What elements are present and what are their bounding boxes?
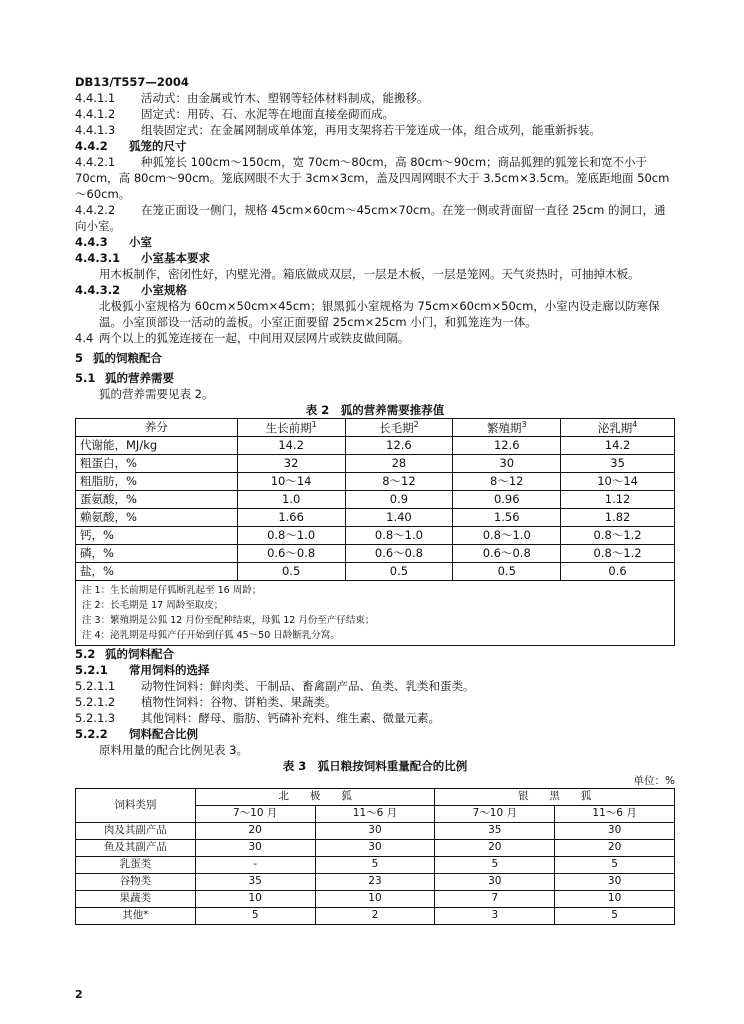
- clause-number: 5.2.1.3: [75, 711, 116, 725]
- table-2-header-cell: [453, 419, 561, 437]
- doc-code: DB13/T557—2004: [75, 75, 189, 89]
- page-number: 2: [75, 988, 83, 1001]
- clause-text: 动物性饲料：鲜肉类、干制品、畜禽副产品、鱼类、乳类和蛋类。: [141, 679, 475, 693]
- table-3-group-header: 北 极 狐: [195, 789, 435, 806]
- section-title: 狐的营养需要: [105, 371, 174, 385]
- table-row: [76, 823, 675, 840]
- section-title: 狐笼的尺寸: [129, 139, 187, 153]
- row-label: 蛋氨酸，%: [76, 491, 238, 509]
- table-cell: 14.2: [561, 437, 675, 455]
- table-row: [76, 509, 675, 527]
- section-title: 小室规格: [141, 283, 187, 297]
- para-4-4-2-2: [75, 202, 675, 234]
- row-label: 其他*: [76, 908, 196, 925]
- table-cell: 14.2: [237, 437, 345, 455]
- table-cell: 0.8～1.0: [453, 527, 561, 545]
- table-3-period-header: 11～6 月: [555, 806, 675, 823]
- header-label: 泌乳期: [597, 420, 633, 435]
- numbered-clause: [75, 122, 675, 138]
- para-4-4: [75, 330, 675, 346]
- table-row: [76, 891, 675, 908]
- clause-number: 5.2.1.2: [75, 695, 116, 709]
- section-title: 狐的饲粮配合: [93, 351, 162, 365]
- section-4-4-3: [75, 234, 675, 250]
- section-number: 5.2.1: [75, 663, 108, 677]
- para-4-4-3-1: 用木板制作，密闭性好，内壁光滑。箱底做成双层，一层是木板，一层是笼网。天气炎热时，可抽掉木板。: [99, 267, 640, 281]
- table-cell: 28: [345, 455, 453, 473]
- table-2-caption: 表 2 狐的营养需要推荐值: [305, 403, 445, 417]
- table-3-period-header: 7～10 月: [435, 806, 555, 823]
- table-3-period-header: 11～6 月: [315, 806, 435, 823]
- clause-text: 活动式：由金属或竹木、塑钢等轻体材料制成，能搬移。: [141, 91, 429, 105]
- row-label: 果蔬类: [76, 891, 196, 908]
- table-2-header-cell: [345, 419, 453, 437]
- table-cell: 35: [195, 874, 315, 891]
- clause-number: 4.4.1.1: [75, 91, 116, 105]
- section-title: 狐的饲料配合: [105, 647, 174, 661]
- row-label: 乳蛋类: [76, 857, 196, 874]
- para-4-4-3-2: 北极狐小室规格为 60cm×50cm×45cm；银黑狐小室规格为 75cm×60cm×50cm，小室内设走廊以防寒保温。小室顶部设一活动的盖板。小室正面要留 25cm×25cm 小门，和狐笼连为一体。: [99, 299, 660, 329]
- section-title: 小室: [129, 235, 152, 249]
- table-3: [75, 788, 675, 925]
- header-label: 生长前期: [265, 420, 312, 435]
- table-cell: 0.6～0.8: [345, 545, 453, 563]
- table-cell: 0.8～1.0: [345, 527, 453, 545]
- clause-text: 组装固定式：在金属网制成单体笼，再用支架将若干笼连成一体，组合成列，能重新拆装。: [141, 123, 601, 137]
- table-row: [76, 874, 675, 891]
- table-cell: 0.9: [345, 491, 453, 509]
- table-cell: 5: [435, 857, 555, 874]
- para-4-4-2-1: [75, 154, 675, 202]
- section-number: 5.1: [75, 371, 96, 385]
- section-5-1: [75, 370, 675, 386]
- table-row: [76, 840, 675, 857]
- clause-number: 4.4.1.3: [75, 123, 116, 137]
- table-cell: 20: [555, 840, 675, 857]
- row-label: 肉及其副产品: [76, 823, 196, 840]
- para-text: 种狐笼长 100cm～150cm，宽 70cm～80cm，高 80cm～90cm；商品狐狸的狐笼长和宽不小于 70cm，高 80cm～90cm。笼底网眼不大于 3cm×3cm，盖及四周网眼不大于 3.5cm×3.5cm。笼底距地面 50cm～60cm。: [75, 155, 670, 201]
- footnote-marker: 2: [413, 419, 419, 429]
- table-cell: 8～12: [453, 473, 561, 491]
- table-note: 注 1：生长前期是仔狐断乳起至 16 周龄；: [82, 585, 262, 596]
- table-cell: 5: [195, 908, 315, 925]
- table-3-group-row: [76, 789, 675, 806]
- section-4-4-3-2: [75, 282, 675, 298]
- table-cell: -: [195, 857, 315, 874]
- footnote-marker: 1: [311, 419, 317, 429]
- table-cell: 32: [237, 455, 345, 473]
- table-cell: 1.40: [345, 509, 453, 527]
- row-label: 谷物类: [76, 874, 196, 891]
- table-cell: 0.8～1.0: [237, 527, 345, 545]
- table-cell: 5: [555, 857, 675, 874]
- table-2-header-cell: [76, 419, 238, 437]
- table-row: [76, 527, 675, 545]
- section-title: 小室基本要求: [141, 251, 210, 265]
- table-cell: 8～12: [345, 473, 453, 491]
- table-row: [76, 545, 675, 563]
- clause-number: 5.2.1.1: [75, 679, 116, 693]
- row-label: 钙，%: [76, 527, 238, 545]
- section-number: 4.4.3.1: [75, 251, 121, 265]
- table-cell: 20: [195, 823, 315, 840]
- table-note: 注 3：繁殖期是公狐 12 月份至配种结束，母狐 12 月份至产仔结束；: [82, 615, 375, 626]
- table-cell: 5: [315, 857, 435, 874]
- table-cell: 12.6: [345, 437, 453, 455]
- table-cell: 30: [555, 823, 675, 840]
- numbered-clause: [75, 710, 675, 726]
- table-3-unit: 单位：%: [633, 775, 675, 787]
- numbered-clause: [75, 694, 675, 710]
- table-cell: 20: [435, 840, 555, 857]
- table-cell: 12.6: [453, 437, 561, 455]
- table-cell: 1.12: [561, 491, 675, 509]
- section-title: 常用饲料的选择: [129, 663, 210, 677]
- para-5-2-2: 原料用量的配合比例见表 3。: [99, 743, 248, 757]
- table-3-column-label: 饲料类别: [76, 789, 196, 823]
- para-text: 两个以上的狐笼连接在一起，中间用双层网片或铁皮做间隔。: [99, 331, 410, 345]
- table-cell: 10～14: [237, 473, 345, 491]
- table-cell: 0.8～1.2: [561, 545, 675, 563]
- table-row: [76, 857, 675, 874]
- table-cell: 0.6～0.8: [453, 545, 561, 563]
- section-number: 4.4.2: [75, 139, 108, 153]
- table-cell: 1.56: [453, 509, 561, 527]
- row-label: 粗蛋白，%: [76, 455, 238, 473]
- row-label: 粗脂肪，%: [76, 473, 238, 491]
- table-2-header-cell: [237, 419, 345, 437]
- header-label: 繁殖期: [486, 420, 522, 435]
- section-5-2: [75, 646, 675, 662]
- numbered-clause: [75, 678, 675, 694]
- footnote-marker: 3: [521, 419, 527, 429]
- table-row: [76, 491, 675, 509]
- para-text: 在笼正面设一侧门，规格 45cm×60cm～45cm×70cm。在笼一侧或背面留一直径 25cm 的洞口，通向小室。: [75, 203, 666, 233]
- table-3-period-header: 7～10 月: [195, 806, 315, 823]
- table-cell: 2: [315, 908, 435, 925]
- section-4-4-2: [75, 138, 675, 154]
- numbered-clause: [75, 106, 675, 122]
- clause-number: 4.4.1.2: [75, 107, 116, 121]
- table-cell: 23: [315, 874, 435, 891]
- row-label: 鱼及其副产品: [76, 840, 196, 857]
- table-row: [76, 437, 675, 455]
- table-cell: 0.5: [453, 563, 561, 581]
- table-cell: 0.5: [345, 563, 453, 581]
- para-number: 4.4.2.1: [75, 155, 116, 169]
- row-label: 盐，%: [76, 563, 238, 581]
- table-cell: 10: [555, 891, 675, 908]
- section-number: 5.2.2: [75, 727, 108, 741]
- table-cell: 0.6: [561, 563, 675, 581]
- section-number: 5: [75, 351, 84, 365]
- table-row: [76, 455, 675, 473]
- table-3-group-header: 银 黑 狐: [435, 789, 675, 806]
- section-title: 饲料配合比例: [129, 727, 198, 741]
- table-cell: 1.82: [561, 509, 675, 527]
- table-cell: 30: [435, 874, 555, 891]
- table-row: [76, 563, 675, 581]
- document-page: [75, 74, 675, 925]
- table-cell: 30: [315, 840, 435, 857]
- section-number: 4.4.3.2: [75, 283, 121, 297]
- table-cell: 0.96: [453, 491, 561, 509]
- row-label: 磷，%: [76, 545, 238, 563]
- clause-text: 其他饲料：酵母、脂肪、钙磷补充料、维生素、微量元素。: [141, 711, 440, 725]
- table-cell: 30: [195, 840, 315, 857]
- table-cell: 10～14: [561, 473, 675, 491]
- table-cell: 1.66: [237, 509, 345, 527]
- para-number: 4.4: [75, 331, 94, 345]
- header-label: 养分: [144, 420, 168, 435]
- table-3-caption: 表 3 狐日粮按饲料重量配合的比例: [282, 759, 468, 773]
- table-2: [75, 418, 675, 646]
- section-number: 5.2: [75, 647, 96, 661]
- table-cell: 30: [453, 455, 561, 473]
- table-2-header-cell: [561, 419, 675, 437]
- row-label: 赖氨酸，%: [76, 509, 238, 527]
- section-4-4-3-1: [75, 250, 675, 266]
- section-5-2-2: [75, 726, 675, 742]
- numbered-clause: [75, 90, 675, 106]
- para-5-1: 狐的营养需要见表 2。: [99, 387, 214, 401]
- table-2-notes: [76, 581, 675, 646]
- table-cell: 35: [435, 823, 555, 840]
- row-label: 代谢能，MJ/kg: [76, 437, 238, 455]
- table-note: 注 4：泌乳期是母狐产仔开始到仔狐 45～50 日龄断乳分窝。: [82, 630, 340, 641]
- clause-text: 植物性饲料：谷物、饼粕类、果蔬类。: [141, 695, 337, 709]
- table-cell: 0.5: [237, 563, 345, 581]
- table-2-notes-row: [76, 581, 675, 646]
- table-cell: 10: [195, 891, 315, 908]
- table-row: [76, 473, 675, 491]
- table-cell: 0.6～0.8: [237, 545, 345, 563]
- table-cell: 30: [315, 823, 435, 840]
- para-number: 4.4.2.2: [75, 203, 116, 217]
- table-cell: 35: [561, 455, 675, 473]
- section-number: 4.4.3: [75, 235, 108, 249]
- clause-text: 固定式：用砖、石、水泥等在地面直接垒砌而成。: [141, 107, 394, 121]
- table-note: 注 2：长毛期是 17 周龄至取皮；: [82, 600, 224, 611]
- header-label: 长毛期: [379, 420, 414, 435]
- section-5: [75, 350, 675, 366]
- table-row: [76, 908, 675, 925]
- table-cell: 5: [555, 908, 675, 925]
- table-cell: 0.8～1.2: [561, 527, 675, 545]
- table-cell: 10: [315, 891, 435, 908]
- table-cell: 3: [435, 908, 555, 925]
- section-5-2-1: [75, 662, 675, 678]
- table-cell: 7: [435, 891, 555, 908]
- table-cell: 1.0: [237, 491, 345, 509]
- footnote-marker: 4: [632, 419, 638, 429]
- table-cell: 30: [555, 874, 675, 891]
